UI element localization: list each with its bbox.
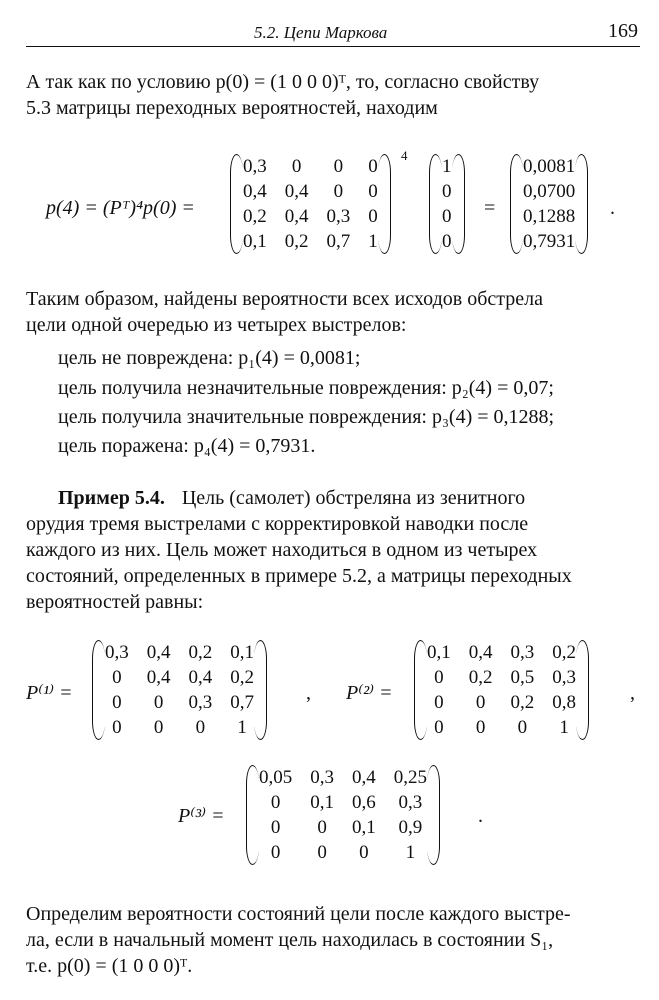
para2-line-2: цели одной очередью из четырех выстрелов:	[26, 314, 407, 336]
P3-cell: 0,6	[352, 792, 376, 813]
P3-cell: 1	[405, 842, 416, 863]
example-label: Пример 5.4.	[58, 487, 165, 509]
eq1-matrix-cell: 0,4	[284, 206, 309, 227]
P2-cell: 0,2	[468, 667, 493, 688]
intro-line-1: А так как по условию p(0) = (1 0 0 0)ᵀ, то, согласно свойству	[26, 71, 540, 93]
P3-cell: 0,4	[352, 767, 376, 788]
P2-cell: 0,1	[427, 642, 451, 663]
example-text: Цель (самолет) обстреляна из зенитного	[181, 487, 526, 509]
P1-cell: 0	[195, 717, 206, 738]
eq1-exponent: 4	[401, 148, 408, 163]
example-line-4: состояний, определенных в примере 5.2, а матрицы переходных	[26, 565, 572, 587]
eq1-matrix-cell: 0,2	[284, 231, 309, 252]
P1-matrix	[96, 640, 263, 740]
P1-cell: 0,2	[188, 642, 213, 663]
P2-cell: 0	[517, 717, 528, 738]
P1-cell: 0	[112, 717, 122, 738]
P3-cell: 0,25	[393, 767, 427, 788]
eq1-initial-vector	[433, 154, 461, 254]
P2-cell: 0	[475, 692, 486, 713]
P1-cell: 0	[112, 667, 122, 688]
P2-cell: 0,3	[510, 642, 535, 663]
eq1-matrix-cell: 1	[368, 231, 378, 252]
P3-cell: 0,3	[310, 767, 334, 788]
eq1-matrix-cell: 0	[333, 156, 344, 177]
eq1-transition-matrix	[234, 154, 387, 254]
eq1-matrix-cell: 0,7	[326, 231, 351, 252]
P1-cell: 0	[153, 717, 164, 738]
P2-cell: 0	[434, 667, 444, 688]
P2-cell: 0,2	[510, 692, 535, 713]
eq1-matrix-cell: 0	[368, 206, 378, 227]
P3-matrix	[250, 765, 436, 865]
P1-cell: 0,3	[188, 692, 213, 713]
eq1-result-vector	[514, 154, 584, 254]
P1-label: P⁽¹⁾ =	[26, 682, 73, 704]
outcome-item: цель поражена: p₄(4) = 0,7931.	[58, 435, 316, 457]
P3-cell: 0	[270, 842, 281, 863]
eq1-vector-cell: 0	[442, 181, 452, 202]
eq1-matrix-cell: 0	[291, 156, 302, 177]
P3-cell: 0,05	[259, 767, 293, 788]
P2-cell: 0,2	[552, 642, 576, 663]
P3-cell: 0,3	[398, 792, 423, 813]
P2-cell: 0,8	[552, 692, 576, 713]
P1-cell: 0	[153, 692, 164, 713]
eq1-matrix-cell: 0,3	[326, 206, 351, 227]
eq1-result-cell: 0,7931	[523, 231, 576, 252]
P1-cell: 0	[112, 692, 122, 713]
P3-cell: 0	[270, 817, 281, 838]
P2-cell: 0,4	[468, 642, 493, 663]
outcome-item: цель не повреждена: p₁(4) = 0,0081;	[58, 347, 361, 369]
eq1-period: .	[610, 197, 615, 219]
final-line-2: ла, если в начальный момент цель находилась в состоянии S₁,	[26, 929, 554, 951]
intro-line-2: 5.3 матрицы переходных вероятностей, находим	[26, 97, 438, 119]
final-line-3: т.е. p(0) = (1 0 0 0)ᵀ.	[26, 955, 193, 977]
example-line-3: каждого из них. Цель может находиться в одном из четырех	[26, 539, 538, 561]
P1-cell: 0,1	[230, 642, 254, 663]
P1-cell: 0,3	[105, 642, 129, 663]
eq1-vector-cell: 0	[442, 206, 452, 227]
P1-cell: 0,7	[230, 692, 254, 713]
final-line-1: Определим вероятности состояний цели после каждого выстре-	[26, 903, 571, 925]
eq1-vector-cell: 1	[442, 156, 452, 177]
P3-cell: 0	[317, 842, 327, 863]
eq1-matrix-cell: 0	[368, 181, 378, 202]
P3-cell: 0,1	[352, 817, 376, 838]
eq1-matrix-cell: 0	[333, 181, 344, 202]
left-paren	[230, 154, 243, 254]
eq1-matrix-cell: 0,1	[243, 231, 267, 252]
P2-cell: 0,3	[552, 667, 576, 688]
eq1-matrix-cell: 0,4	[243, 181, 267, 202]
eq1-equals: =	[484, 197, 496, 219]
P2-cell: 0	[434, 717, 444, 738]
eq1-matrix-cell: 0,4	[284, 181, 309, 202]
right-paren	[378, 154, 391, 254]
P1-cell: 1	[237, 717, 247, 738]
para2-line-1: Таким образом, найдены вероятности всех исходов обстрела	[26, 288, 543, 310]
eq1-result-cell: 0,1288	[523, 206, 576, 227]
P2-label: P⁽²⁾ =	[346, 682, 393, 704]
P3-cell: 0	[270, 792, 281, 813]
eq1-matrix-cell: 0,3	[243, 156, 267, 177]
P2-cell: 1	[559, 717, 569, 738]
eq1-result-cell: 0,0700	[523, 181, 576, 202]
P3-cell: 0,1	[310, 792, 334, 813]
P2-cell: 0	[434, 692, 444, 713]
eq1-result-cell: 0,0081	[523, 156, 576, 177]
eq1-matrix-cell: 0,2	[243, 206, 267, 227]
P1-comma: ,	[306, 682, 311, 704]
section-title: 5.2. Цепи Маркова	[254, 23, 388, 42]
P2-cell: 0,5	[510, 667, 535, 688]
P3-cell: 0	[359, 842, 369, 863]
example-line-1	[58, 486, 525, 511]
P3-cell: 0	[317, 817, 327, 838]
eq1-vector-cell: 0	[442, 231, 452, 252]
outcome-item: цель получила незначительные повреждения: p₂(4) = 0,07;	[58, 377, 554, 399]
P2-matrix	[418, 640, 585, 740]
P3-period: .	[478, 805, 483, 827]
P1-cell: 0,4	[146, 667, 171, 688]
P1-cell: 0,4	[188, 667, 213, 688]
page-number: 169	[608, 20, 638, 42]
example-line-5: вероятностей равны:	[26, 591, 204, 613]
P2-comma: ,	[630, 682, 635, 704]
eq1-lhs: p(4) = (Pᵀ)⁴p(0) =	[46, 197, 195, 219]
eq1-matrix-cell: 0	[368, 156, 378, 177]
P1-cell: 0,4	[146, 642, 171, 663]
running-header	[26, 20, 640, 47]
example-line-2: орудия тремя выстрелами с корректировкой наводки после	[26, 513, 529, 535]
outcome-item: цель получила значительные повреждения: p₃(4) = 0,1288;	[58, 406, 555, 428]
P1-cell: 0,2	[230, 667, 254, 688]
P3-cell: 0,9	[398, 817, 423, 838]
P2-cell: 0	[475, 717, 486, 738]
P3-label: P⁽³⁾ =	[178, 805, 225, 827]
